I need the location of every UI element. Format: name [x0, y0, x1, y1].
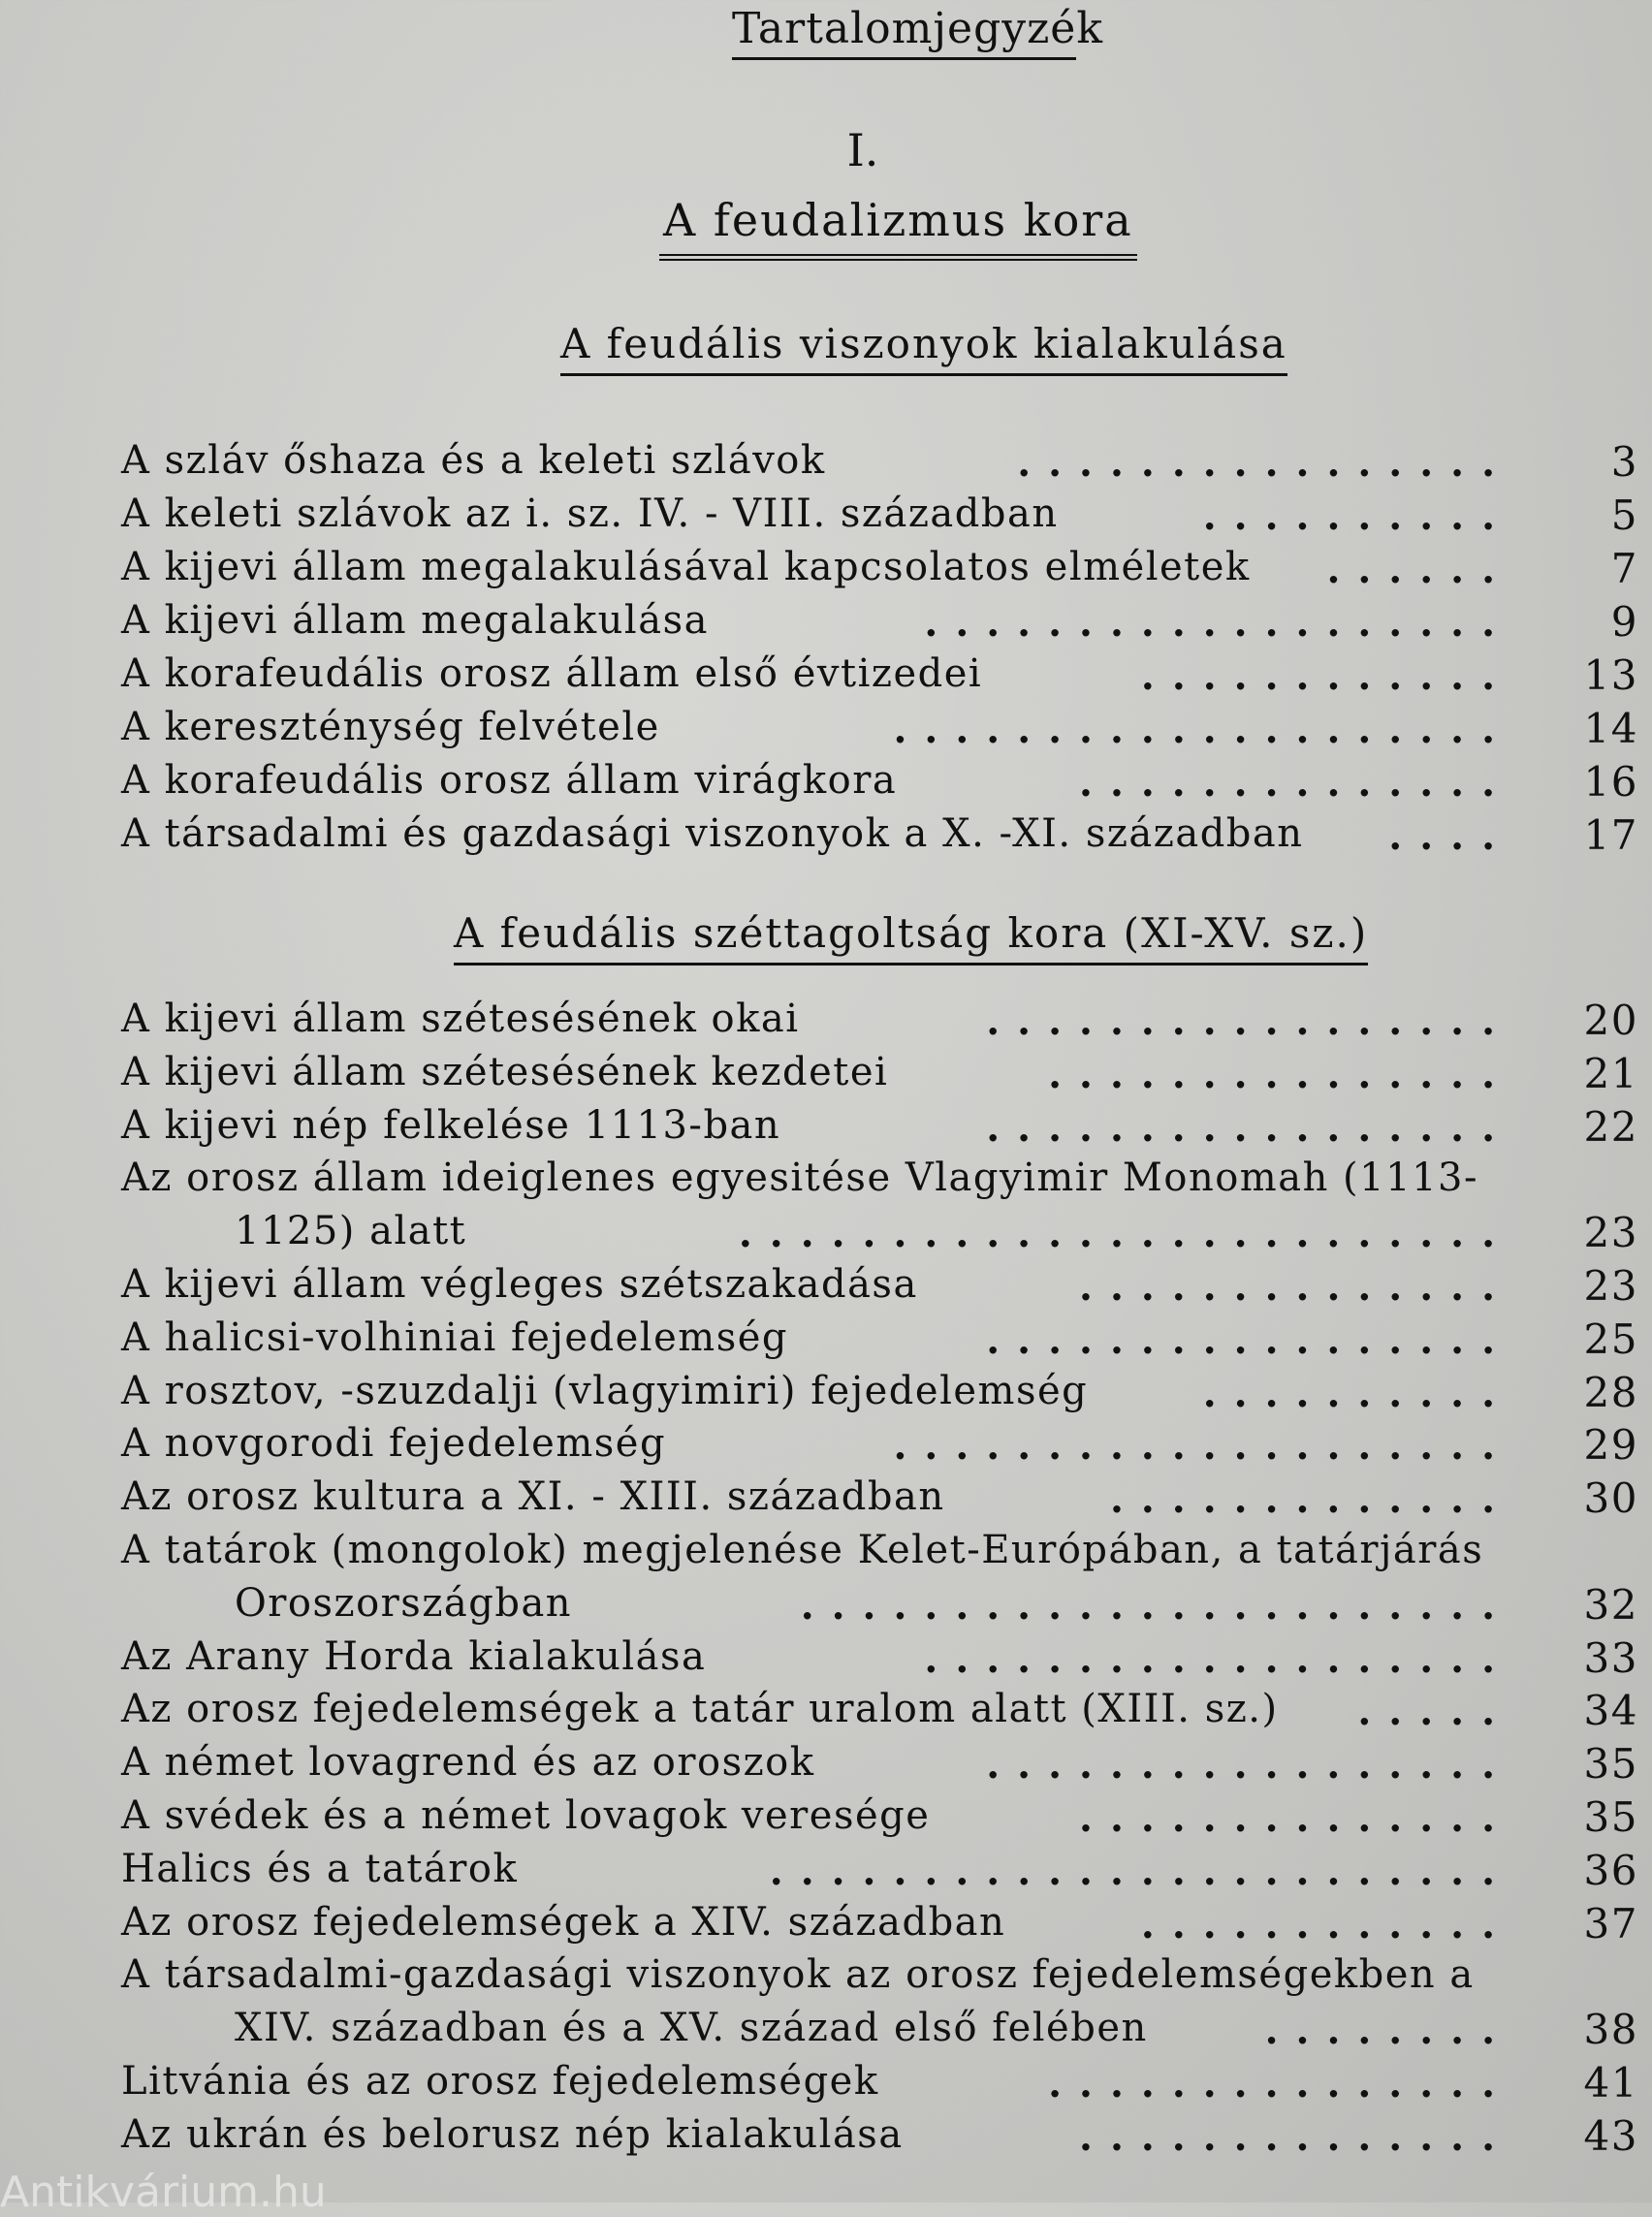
- toc-entry-page: 29: [1583, 1421, 1638, 1470]
- toc-entry: [121, 705, 1638, 757]
- toc-entry-page: 30: [1583, 1474, 1638, 1523]
- toc-entry-page: 23: [1583, 1209, 1638, 1257]
- toc-entry-page: 25: [1583, 1314, 1638, 1363]
- toc-entry: [121, 1103, 1638, 1156]
- dot-leader: ....................: [893, 707, 1512, 752]
- toc-entry-page: 21: [1583, 1049, 1638, 1097]
- dot-leader: ...................: [924, 600, 1512, 646]
- toc-entry: [121, 1634, 1638, 1687]
- toc-entry: [121, 1421, 1638, 1473]
- toc-entry-page: 32: [1583, 1580, 1638, 1629]
- toc-entry-title: Halics és a tatárok: [121, 1846, 519, 1891]
- toc-entry-title: A rosztov, -szuzdalji (vlagyimiri) fejedelemség: [121, 1368, 1089, 1413]
- toc-entry-page: 16: [1583, 758, 1638, 806]
- toc-entry-page: 33: [1583, 1633, 1638, 1682]
- section-heading-1: A feudális viszonyok kialakulása: [560, 320, 1287, 376]
- toc-entry: [121, 1847, 1638, 1899]
- dot-leader: .................: [986, 1742, 1512, 1789]
- toc-entry-title: Oroszországban: [235, 1580, 573, 1626]
- toc-entry: [121, 1952, 1638, 2005]
- dot-leader: ..............: [1079, 1264, 1512, 1310]
- toc-entry: [121, 438, 1638, 491]
- part-title: A feudalizmus kora: [659, 194, 1137, 261]
- toc-entry: [121, 1793, 1638, 1846]
- toc-entry-title: A korafeudális orosz állam virágkora: [121, 758, 898, 803]
- toc-entry-title: A kereszténység felvétele: [121, 705, 660, 749]
- dot-leader: .......................: [800, 1582, 1512, 1629]
- dot-leader: ....................: [893, 1423, 1512, 1470]
- section-heading-2: A feudális széttagoltság kora (XI-XV. sz.): [454, 909, 1368, 966]
- dot-leader: ......: [1326, 547, 1512, 592]
- toc-entry: [121, 2059, 1638, 2111]
- dot-leader: ..............: [1079, 1795, 1512, 1841]
- toc-entry-page: 37: [1583, 1899, 1638, 1948]
- toc-entry: [121, 1262, 1638, 1314]
- toc-entry-title: A német lovagrend és az oroszok: [121, 1740, 815, 1786]
- toc-entry: [121, 2112, 1638, 2165]
- dot-leader: ...............: [1048, 1051, 1512, 1097]
- dot-leader: ..........: [1202, 1370, 1512, 1416]
- toc-entry-title: A novgorodi fejedelemség: [121, 1421, 667, 1467]
- document-title: Tartalomjegyzék: [732, 4, 1076, 60]
- toc-entry-title: Az orosz állam ideiglenes egyesitése Vlagyimir Monomah (1113-: [121, 1156, 1478, 1201]
- toc-entry-title: A szláv őshaza és a keleti szlávok: [121, 438, 826, 483]
- dot-leader: ..............: [1079, 760, 1512, 806]
- toc-entry-page: 28: [1583, 1368, 1638, 1416]
- toc-entry-title: A kijevi állam szétesésének kezdetei: [121, 1049, 889, 1094]
- toc-entry-title: A kijevi állam megalakulásával kapcsolatos elméletek: [121, 545, 1251, 589]
- toc-entry: [121, 758, 1638, 810]
- toc-entry-title: Az ukrán és belorusz nép kialakulása: [121, 2111, 904, 2157]
- toc-entry-page: 20: [1583, 997, 1638, 1044]
- toc-entry-title: Az orosz kultura a XI. - XIII. században: [121, 1474, 945, 1520]
- toc-entry-page: 35: [1583, 1793, 1638, 1841]
- toc-entry-title: A korafeudális orosz állam első évtizedei: [121, 651, 983, 696]
- toc-entry: [121, 2006, 1638, 2058]
- toc-entry-page: 36: [1583, 1846, 1638, 1894]
- toc-entry-title: Az orosz fejedelemségek a XIV. században: [121, 1899, 1006, 1945]
- toc-entry-page: 35: [1583, 1740, 1638, 1789]
- toc-entry-title: Az orosz fejedelemségek a tatár uralom alatt (XIII. sz.): [121, 1687, 1279, 1732]
- toc-entry: [121, 1687, 1638, 1739]
- toc-entry-title: A halicsi-volhiniai fejedelemség: [121, 1314, 788, 1360]
- toc-entry: [121, 1315, 1638, 1368]
- toc-entry-page: 17: [1583, 811, 1638, 859]
- toc-entry-page: 38: [1583, 2006, 1638, 2054]
- toc-entry: [121, 491, 1638, 544]
- toc-entry-page: 34: [1583, 1687, 1638, 1735]
- toc-entry: [121, 651, 1638, 704]
- toc-entry-title: A társadalmi-gazdasági viszonyok az orosz fejedelemségekben a: [121, 1952, 1475, 1998]
- toc-entry-title: 1125) alatt: [235, 1209, 467, 1254]
- toc-entry-title: Litvánia és az orosz fejedelemségek: [121, 2059, 879, 2104]
- toc-entry-page: 3: [1610, 438, 1638, 486]
- toc-entry-title: A svédek és a német lovagok veresége: [121, 1793, 931, 1838]
- dot-leader: ....: [1388, 813, 1512, 859]
- toc-entry: [121, 811, 1638, 864]
- dot-leader: ..........: [1202, 493, 1512, 539]
- toc-entry: [121, 545, 1638, 597]
- toc-entry-page: 14: [1583, 705, 1638, 752]
- dot-leader: .................: [986, 1104, 1512, 1151]
- toc-entry: [121, 1528, 1638, 1580]
- toc-entry: [121, 1900, 1638, 1952]
- toc-entry-page: 23: [1583, 1262, 1638, 1310]
- toc-entry-page: 22: [1583, 1102, 1638, 1151]
- toc-entry-title: A tatárok (mongolok) megjelenése Kelet-Európában, a tatárjárás: [121, 1528, 1484, 1572]
- dot-leader: .....: [1357, 1689, 1512, 1735]
- toc-entry: [121, 1581, 1638, 1633]
- toc-entry: [121, 598, 1638, 650]
- toc-entry-title: XIV. században és a XV. század első felében: [235, 2006, 1148, 2051]
- toc-entry-title: A kijevi nép felkelése 1113-ban: [121, 1102, 781, 1148]
- toc-entry-page: 13: [1583, 651, 1638, 699]
- dot-leader: ........................: [769, 1848, 1512, 1894]
- dot-leader: ............: [1140, 1901, 1512, 1948]
- toc-entry-page: 43: [1583, 2111, 1638, 2160]
- toc-entry-page: 9: [1610, 598, 1638, 646]
- dot-leader: .................: [986, 998, 1512, 1044]
- toc-entry-title: A kijevi állam végleges szétszakadása: [121, 1262, 918, 1307]
- toc-entry: [121, 1156, 1638, 1208]
- toc-entry-title: A keleti szlávok az i. sz. IV. - VIII. században: [121, 491, 1059, 536]
- dot-leader: ................: [1017, 440, 1512, 486]
- toc-entry: [121, 1209, 1638, 1261]
- toc-entry-page: 41: [1583, 2059, 1638, 2106]
- dot-leader: ............: [1140, 653, 1512, 699]
- dot-leader: ..............: [1079, 2113, 1512, 2160]
- dot-leader: .........................: [738, 1211, 1512, 1257]
- dot-leader: .............: [1109, 1476, 1512, 1523]
- dot-leader: ...............: [1048, 2061, 1512, 2106]
- toc-entry: [121, 1474, 1638, 1527]
- toc-entry: [121, 1369, 1638, 1421]
- toc-entry-page: 7: [1610, 545, 1638, 592]
- watermark: Antikvárium.hu: [0, 2168, 327, 2217]
- dot-leader: ........: [1264, 2008, 1512, 2054]
- toc-entry-title: A kijevi állam szétesésének okai: [121, 997, 800, 1041]
- toc-entry-page: 5: [1610, 491, 1638, 539]
- toc-entry-title: Az Arany Horda kialakulása: [121, 1633, 707, 1679]
- toc-entry: [121, 1050, 1638, 1102]
- toc-entry: [121, 997, 1638, 1049]
- toc-entry: [121, 1740, 1638, 1792]
- dot-leader: ...................: [924, 1635, 1512, 1682]
- toc-entry-title: A társadalmi és gazdasági viszonyok a X. -XI. században: [121, 811, 1304, 856]
- part-number: I.: [846, 124, 879, 176]
- toc-entry-title: A kijevi állam megalakulása: [121, 598, 709, 643]
- dot-leader: .................: [986, 1316, 1512, 1363]
